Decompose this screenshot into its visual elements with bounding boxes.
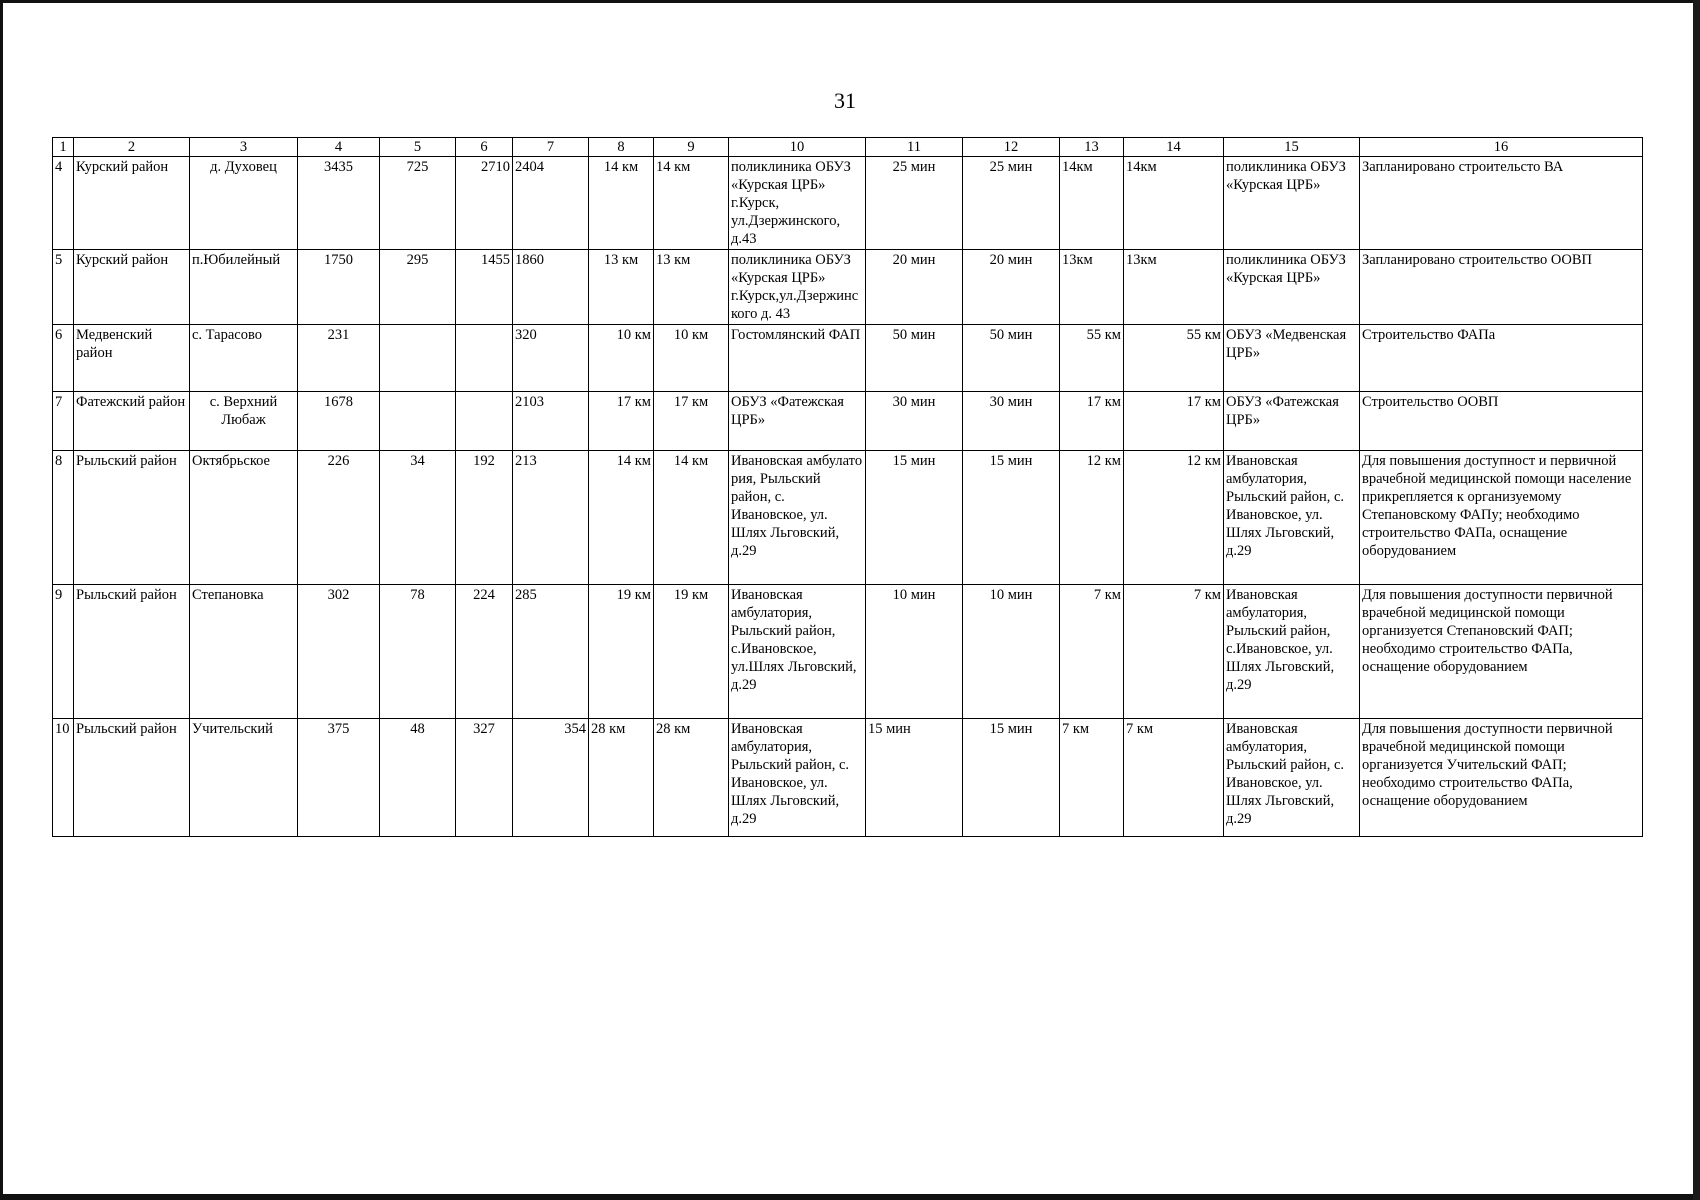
- table-cell: поликлиника ОБУЗ «Курская ЦРБ» г.Курск,ул.Дзержинского д. 43: [729, 250, 866, 325]
- table-cell: поликлиника ОБУЗ «Курская ЦРБ»: [1224, 157, 1360, 250]
- table-cell: ОБУЗ «Фатежская ЦРБ»: [1224, 392, 1360, 451]
- table-cell: [456, 325, 513, 392]
- table-cell: 725: [380, 157, 456, 250]
- table-cell: 7 км: [1124, 719, 1224, 837]
- column-number: 15: [1224, 138, 1360, 157]
- table-cell: 327: [456, 719, 513, 837]
- table-row: [53, 250, 1643, 325]
- scan-border-bottom: [0, 1194, 1700, 1200]
- table-cell: ОБУЗ «Фатежская ЦРБ»: [729, 392, 866, 451]
- table-cell: 231: [298, 325, 380, 392]
- column-number: 16: [1360, 138, 1643, 157]
- column-number: 2: [74, 138, 190, 157]
- table-cell: Для повышения доступности первичной врачебной медицинской помощи организуется Степановский ФАП; необходимо строительство ФАПа, оснащение оборудованием: [1360, 585, 1643, 719]
- table-cell: 2710: [456, 157, 513, 250]
- table-cell: 34: [380, 451, 456, 585]
- table-cell: 1860: [513, 250, 589, 325]
- table-cell: 30 мин: [963, 392, 1060, 451]
- table-cell: 25 мин: [866, 157, 963, 250]
- table-row: [53, 585, 1643, 719]
- table-cell: 213: [513, 451, 589, 585]
- column-number: 5: [380, 138, 456, 157]
- table-cell: 1750: [298, 250, 380, 325]
- table-cell: Для повышения доступност и первичной врачебной медицинской помощи население прикрепляется к организуемому Степановскому ФАПу; необходимо строительство ФАПа, оснащение оборудованием: [1360, 451, 1643, 585]
- table-cell: 17 км: [1060, 392, 1124, 451]
- table-cell: 9: [53, 585, 74, 719]
- table-cell: 4: [53, 157, 74, 250]
- table-cell: 14 км: [654, 157, 729, 250]
- column-number: 9: [654, 138, 729, 157]
- table-body: [53, 138, 1643, 837]
- table-cell: 55 км: [1124, 325, 1224, 392]
- table-cell: 320: [513, 325, 589, 392]
- table-cell: 8: [53, 451, 74, 585]
- table-cell: 19 км: [589, 585, 654, 719]
- table-cell: 50 мин: [866, 325, 963, 392]
- table-cell: Ивановская амбулатория, Рыльский район, с. Ивановское, ул. Шлях Льговский, д.29: [1224, 719, 1360, 837]
- table-cell: [380, 325, 456, 392]
- table-cell: 17 км: [654, 392, 729, 451]
- table-cell: 78: [380, 585, 456, 719]
- scan-border-right: [1693, 0, 1700, 1200]
- table-cell: Рыльский район: [74, 451, 190, 585]
- scan-border-top: [0, 0, 1700, 3]
- table-cell: Ивановская амбулатория, Рыльский район, с. Ивановское, ул. Шлях Льговский, д.29: [729, 719, 866, 837]
- table-cell: 14км: [1124, 157, 1224, 250]
- table-cell: 295: [380, 250, 456, 325]
- table-cell: 13 км: [654, 250, 729, 325]
- table-cell: Строительство ООВП: [1360, 392, 1643, 451]
- table-cell: 13 км: [589, 250, 654, 325]
- table-cell: 13км: [1060, 250, 1124, 325]
- page-number: 31: [834, 88, 856, 113]
- table-cell: Ивановская амбулатория, Рыльский район, с.Ивановское, ул. Шлях Льговский, д.29: [1224, 585, 1360, 719]
- table-cell: 14 км: [654, 451, 729, 585]
- column-number: 4: [298, 138, 380, 157]
- table-row: [53, 451, 1643, 585]
- table-cell: 10: [53, 719, 74, 837]
- table-cell: 55 км: [1060, 325, 1124, 392]
- table-cell: 28 км: [589, 719, 654, 837]
- table-cell: 14 км: [589, 157, 654, 250]
- table-cell: Учительский: [190, 719, 298, 837]
- table-cell: 10 км: [589, 325, 654, 392]
- column-number: 13: [1060, 138, 1124, 157]
- table-cell: Курский район: [74, 157, 190, 250]
- column-number: 1: [53, 138, 74, 157]
- table-cell: 10 мин: [866, 585, 963, 719]
- table-cell: Запланировано строительство ООВП: [1360, 250, 1643, 325]
- column-number: 6: [456, 138, 513, 157]
- table-cell: 5: [53, 250, 74, 325]
- table-cell: Ивановская амбулатория, Рыльский район, с. Ивановское, ул. Шлях Льговский, д.29: [1224, 451, 1360, 585]
- table-cell: ОБУЗ «Медвенская ЦРБ»: [1224, 325, 1360, 392]
- table-cell: 15 мин: [866, 719, 963, 837]
- table-cell: 7 км: [1060, 585, 1124, 719]
- table-cell: 25 мин: [963, 157, 1060, 250]
- table-cell: 20 мин: [963, 250, 1060, 325]
- table-cell: 19 км: [654, 585, 729, 719]
- table-cell: 12 км: [1124, 451, 1224, 585]
- table-row: [53, 392, 1643, 451]
- table-cell: 10 км: [654, 325, 729, 392]
- table-cell: 48: [380, 719, 456, 837]
- table-cell: Ивановская амбулато рия, Рыльский район, с. Ивановское, ул. Шлях Льговский, д.29: [729, 451, 866, 585]
- header-row: [53, 138, 1643, 157]
- table-cell: 15 мин: [963, 719, 1060, 837]
- table-cell: Степановка: [190, 585, 298, 719]
- table-cell: Ивановская амбулатория, Рыльский район, с.Ивановское, ул.Шлях Льговский, д.29: [729, 585, 866, 719]
- table-cell: 28 км: [654, 719, 729, 837]
- data-table: [52, 137, 1643, 837]
- scan-border-left: [0, 0, 3, 1200]
- column-number: 12: [963, 138, 1060, 157]
- table-cell: Октябрьское: [190, 451, 298, 585]
- column-number: 10: [729, 138, 866, 157]
- table-cell: 7 км: [1124, 585, 1224, 719]
- table-cell: 6: [53, 325, 74, 392]
- table-cell: 1455: [456, 250, 513, 325]
- table-cell: 50 мин: [963, 325, 1060, 392]
- table-cell: Рыльский район: [74, 585, 190, 719]
- table-cell: 30 мин: [866, 392, 963, 451]
- table-cell: 13км: [1124, 250, 1224, 325]
- table-cell: 375: [298, 719, 380, 837]
- table-cell: 17 км: [1124, 392, 1224, 451]
- table-cell: поликлиника ОБУЗ «Курская ЦРБ»: [1224, 250, 1360, 325]
- table-cell: 285: [513, 585, 589, 719]
- table-cell: Гостомлянский ФАП: [729, 325, 866, 392]
- table-cell: 354: [513, 719, 589, 837]
- column-number: 8: [589, 138, 654, 157]
- table-cell: 17 км: [589, 392, 654, 451]
- table-cell: 10 мин: [963, 585, 1060, 719]
- table-cell: Медвенский район: [74, 325, 190, 392]
- table-cell: 15 мин: [866, 451, 963, 585]
- table-cell: 192: [456, 451, 513, 585]
- table-cell: [456, 392, 513, 451]
- table-cell: Для повышения доступности первичной врачебной медицинской помощи организуется Учительский ФАП; необходимо строительство ФАПа, оснащение оборудованием: [1360, 719, 1643, 837]
- table-cell: Запланировано строительсто ВА: [1360, 157, 1643, 250]
- table-row: [53, 157, 1643, 250]
- table-row: [53, 325, 1643, 392]
- table-cell: с. Тарасово: [190, 325, 298, 392]
- column-number: 14: [1124, 138, 1224, 157]
- table-cell: 15 мин: [963, 451, 1060, 585]
- table-cell: Строительство ФАПа: [1360, 325, 1643, 392]
- table-cell: 12 км: [1060, 451, 1124, 585]
- table-cell: 7: [53, 392, 74, 451]
- table-cell: 7 км: [1060, 719, 1124, 837]
- table-cell: 20 мин: [866, 250, 963, 325]
- column-number: 3: [190, 138, 298, 157]
- table-cell: поликлиника ОБУЗ «Курская ЦРБ» г.Курск, ул.Дзержинского, д.43: [729, 157, 866, 250]
- table-cell: 3435: [298, 157, 380, 250]
- table-cell: 302: [298, 585, 380, 719]
- table-cell: Рыльский район: [74, 719, 190, 837]
- table-cell: Фатежский район: [74, 392, 190, 451]
- table-cell: с. Верхний Любаж: [190, 392, 298, 451]
- table-cell: 226: [298, 451, 380, 585]
- table-cell: 224: [456, 585, 513, 719]
- table-cell: д. Духовец: [190, 157, 298, 250]
- column-number: 7: [513, 138, 589, 157]
- table-cell: п.Юбилейный: [190, 250, 298, 325]
- table-cell: 2103: [513, 392, 589, 451]
- column-number: 11: [866, 138, 963, 157]
- table-cell: Курский район: [74, 250, 190, 325]
- table-cell: 2404: [513, 157, 589, 250]
- table-row: [53, 719, 1643, 837]
- table-cell: 14км: [1060, 157, 1124, 250]
- table-cell: [380, 392, 456, 451]
- table-cell: 14 км: [589, 451, 654, 585]
- table-cell: 1678: [298, 392, 380, 451]
